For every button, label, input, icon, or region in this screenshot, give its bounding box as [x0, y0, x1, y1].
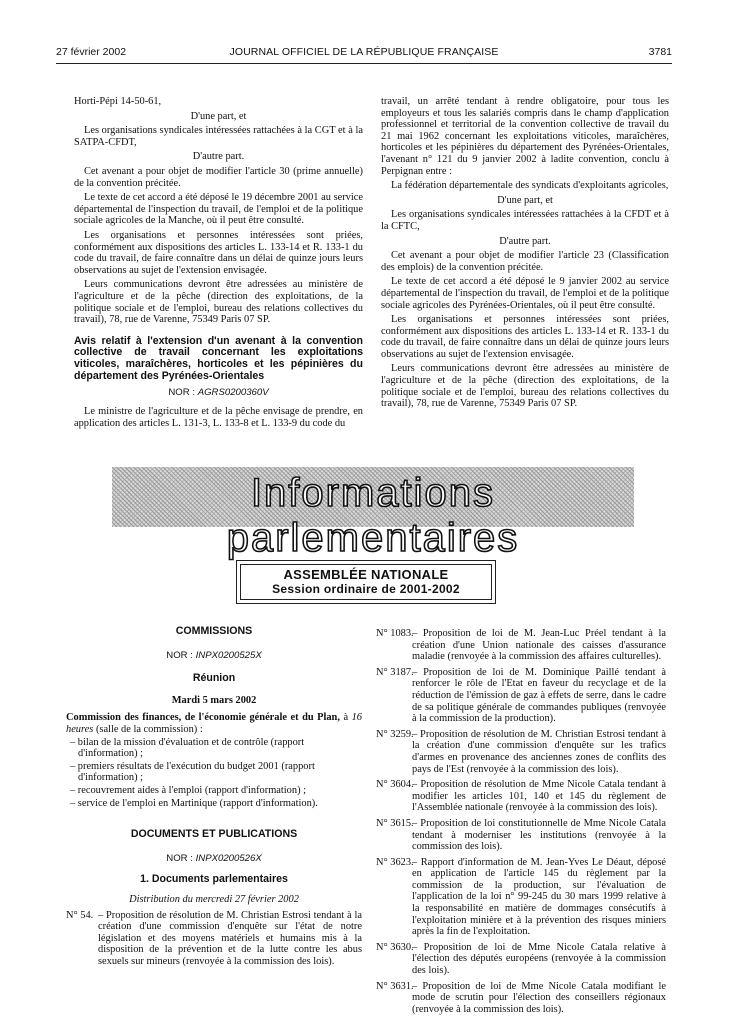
nor-reference: [66, 853, 362, 865]
document-item: [376, 981, 666, 1016]
document-number: N° 3187.: [376, 666, 414, 678]
agenda-item: – service de l'emploi en Martinique (rapport d'information).: [70, 797, 318, 809]
reunion-heading: Réunion: [192, 672, 236, 685]
documents-heading: DOCUMENTS ET PUBLICATIONS: [130, 828, 298, 841]
paragraph: La fédération départementale des syndicats d'exploitants agricoles,: [391, 180, 669, 192]
paragraph: Le texte de cet accord a été déposé le 9 janvier 2002 au service départemental de l'inspection du travail, de l'emploi et de la politique sociale agricoles des Pyrénées-Orientales, où il peut être consulté.: [381, 276, 669, 311]
commission-name: Commission des finances, de l'économie générale et du Plan,: [66, 712, 340, 724]
assembly-box: [236, 560, 496, 604]
document-text: – Proposition de loi de M. Dominique Paillé tendant à renforcer le rôle de l'Etat en faveur du recyclage et de la réduction de l'émission de gaz à effets de serre, dans le cadre de sa politique générale de commandes publiques (renvoyée à la commission de la production).: [412, 666, 666, 725]
commissions-heading: COMMISSIONS: [175, 625, 253, 637]
document-text: – Proposition de loi de Mme Nicole Catala modifiant le mode de scrutin pour l'élection des conseillers régionaux (renvoyée à la commission des lois).: [412, 980, 666, 1015]
document-item: [376, 779, 666, 814]
header-rule: [56, 63, 672, 64]
notice-heading: Avis relatif à l'extension d'un avenant à la convention collective de travail concernant les exploitations viticoles, maraîchères, horticoles et les pépinières du département des Pyrénées-Orientales: [74, 334, 363, 383]
paragraph: Cet avenant a pour objet de modifier l'article 23 (Classification des emplois) de la convention précitée.: [381, 250, 669, 273]
paragraph: Les organisations syndicales intéressées rattachées à la CFDT et à la CFTC,: [381, 209, 669, 232]
commission-time: 16 heures: [66, 712, 362, 735]
distribution-date: Distribution du mercredi 27 février 2002: [129, 893, 299, 905]
document-text: – Proposition de loi de Mme Nicole Catala relative à l'élection des députés européens (renvoyée à la commission des lois).: [412, 941, 666, 977]
document-item: [376, 857, 666, 938]
paragraph: D'autre part.: [499, 235, 551, 247]
document-number: N° 3604.: [376, 779, 414, 791]
document-item: [376, 667, 666, 725]
paragraph: Cet avenant a pour objet de modifier l'article 30 (prime annuelle) de la convention précitée.: [74, 165, 363, 189]
session-title: Session ordinaire de 2001-2002: [272, 582, 460, 596]
header-date: 27 février 2002: [56, 46, 127, 58]
paragraph: travail, un arrêté tendant à rendre obligatoire, pour tous les employeurs et tous les salariés compris dans le champ d'application professionnel et territorial de la convention collective de travail du 21 mai 1962 concernant les exploitations viticoles, maraîchères, horticoles et les pépinières du département des Pyrénées-Orientales, l'avenant n° 121 du 9 janvier 2002 à ladite convention, conclu à Perpignan entre :: [381, 96, 669, 177]
page-header: [56, 46, 672, 62]
top-right-column: [381, 96, 669, 413]
top-left-column: [74, 96, 363, 433]
document-number: N° 3631.: [376, 980, 414, 992]
document-number: N° 3623.: [376, 856, 414, 868]
commission-entry: [66, 712, 362, 735]
nor-label: NOR :: [168, 386, 196, 398]
paragraph: Leurs communications devront être adressées au ministère de l'agriculture et de la pêche (direction des exploitations, de la politique sociale et de l'emploi, bureau des relations collectives du travail), 78, rue de Varenne, 75349 Paris 07 SP.: [74, 279, 363, 326]
bottom-left-column: [66, 626, 362, 971]
document-number: N° 1083.: [376, 628, 414, 639]
nor-reference: [66, 650, 362, 662]
journal-title: JOURNAL OFFICIEL DE LA RÉPUBLIQUE FRANÇAISE: [229, 46, 499, 58]
nor-reference: [74, 387, 363, 399]
document-text: – Proposition de loi constitutionnelle de Mme Nicole Catala tendant à moderniser les institutions (renvoyée à la commission des lois).: [412, 817, 666, 853]
document-item: [376, 942, 666, 977]
nor-label: NOR :: [166, 852, 193, 864]
paragraph: Le texte de cet accord a été déposé le 19 décembre 2001 au service départemental de l'inspection du travail, de l'emploi et de la politique sociale agricoles de la Manche, où il peut être consulté.: [74, 192, 363, 227]
commission-time-prefix: à: [343, 712, 349, 724]
commission-room: (salle de la commission) :: [95, 723, 203, 735]
agenda-item: – recouvrement aides à l'emploi (rapport d'information) ;: [70, 784, 307, 796]
document-text: – Proposition de résolution de M. Christian Estrosi tendant à la création d'une commission d'enquête sur l'état de notre législation et des moyens matériels et humains mis à la disposition de la prévention et de la lutte contre les abus sexuels sur mineurs (renvoyée à la commission des lois).: [98, 909, 362, 967]
paragraph: D'une part, et: [497, 194, 553, 206]
agenda-item: – bilan de la mission d'évaluation et de contrôle (rapport d'information) ;: [70, 736, 305, 760]
paragraph: Les organisations et personnes intéressées sont priées, conformément aux dispositions des articles L. 133-14 et R. 133-1 du code du travail, de faire connaître dans un délai de quinze jours leurs observations au sujet de l'extension envisagée.: [381, 314, 669, 360]
paragraph: Les organisations et personnes intéressées sont priées, conformément aux dispositions des articles L. 133-14 et R. 133-1 du code du travail, de faire connaître dans un délai de quinze jours leurs observations au sujet de l'extension envisagée.: [74, 229, 363, 276]
document-item: [376, 628, 666, 663]
document-number: N° 54.: [66, 909, 94, 921]
paragraph: Les organisations syndicales intéressées rattachées à la CGT et à la SATPA-CFDT,: [74, 125, 363, 148]
nor-label: NOR :: [166, 649, 193, 661]
paragraph: Horti-Pépi 14-50-61,: [74, 96, 162, 107]
assembly-box-inner: [240, 564, 492, 600]
document-number: N° 3630.: [376, 941, 414, 953]
document-item: [376, 729, 666, 775]
nor-code: INPX0200525X: [195, 649, 262, 661]
meeting-date: Mardi 5 mars 2002: [171, 694, 257, 706]
nor-code: INPX0200526X: [195, 852, 262, 864]
document-item: [66, 910, 362, 968]
document-number: N° 3615.: [376, 817, 414, 829]
document-text: – Proposition de résolution de Mme Nicole Catala tendant à modifier les articles 101, 140 et 145 du règlement de l'Assemblée nationale (renvoyée à la commission des lois).: [412, 779, 666, 814]
paragraph: D'une part, et: [190, 110, 247, 122]
document-text: – Proposition de loi de M. Jean-Luc Préel tendant à la création d'une Union nationale des caisses d'assurance maladie (renvoyée à la commission des affaires culturelles).: [412, 628, 666, 663]
paragraph: D'autre part.: [192, 151, 245, 163]
assembly-title: ASSEMBLÉE NATIONALE: [283, 567, 449, 582]
paragraph: Leurs communications devront être adressées au ministère de l'agriculture et de la pêche (direction des exploitations, de la politique sociale et de l'emploi, bureau des relations collectives du travail), 78, rue de Varenne, 75349 Paris 07 SP.: [381, 363, 669, 410]
bottom-right-column: [376, 628, 666, 1019]
paragraph: Le ministre de l'agriculture et de la pêche envisage de prendre, en application des articles L. 131-3, L. 133-8 et L. 133-9 du code du: [74, 406, 363, 430]
banner-title: Informations parlementaires: [226, 471, 520, 560]
docs-parl-heading: 1. Documents parlementaires: [140, 873, 288, 886]
agenda-item: – premiers résultats de l'exécution du budget 2001 (rapport d'information) ;: [70, 760, 315, 784]
document-text: – Proposition de résolution de M. Christian Estrosi tendant à la création d'une commission d'enquête sur les trafics d'armes en provenance des anciennes zones de conflits des pays de l'Est (renvoyée à la commission des lois).: [412, 728, 666, 775]
document-number: N° 3259.: [376, 728, 414, 740]
nor-code: AGRS0200360V: [197, 386, 269, 398]
page-number: 3781: [648, 46, 672, 58]
document-item: [376, 818, 666, 853]
document-text: – Rapport d'information de M. Jean-Yves Le Déaut, déposé en application de l'article 145 du règlement par la commission de la production, sur l'évaluation de l'application de la loi n° 99-245 du 30 mars 1999 relative à la responsabilité en matière de dommages consécutifs à l'exploitation minière et à la prévention des risques miniers après la fin de l'exploitation.: [412, 856, 666, 938]
section-banner: [112, 467, 634, 560]
